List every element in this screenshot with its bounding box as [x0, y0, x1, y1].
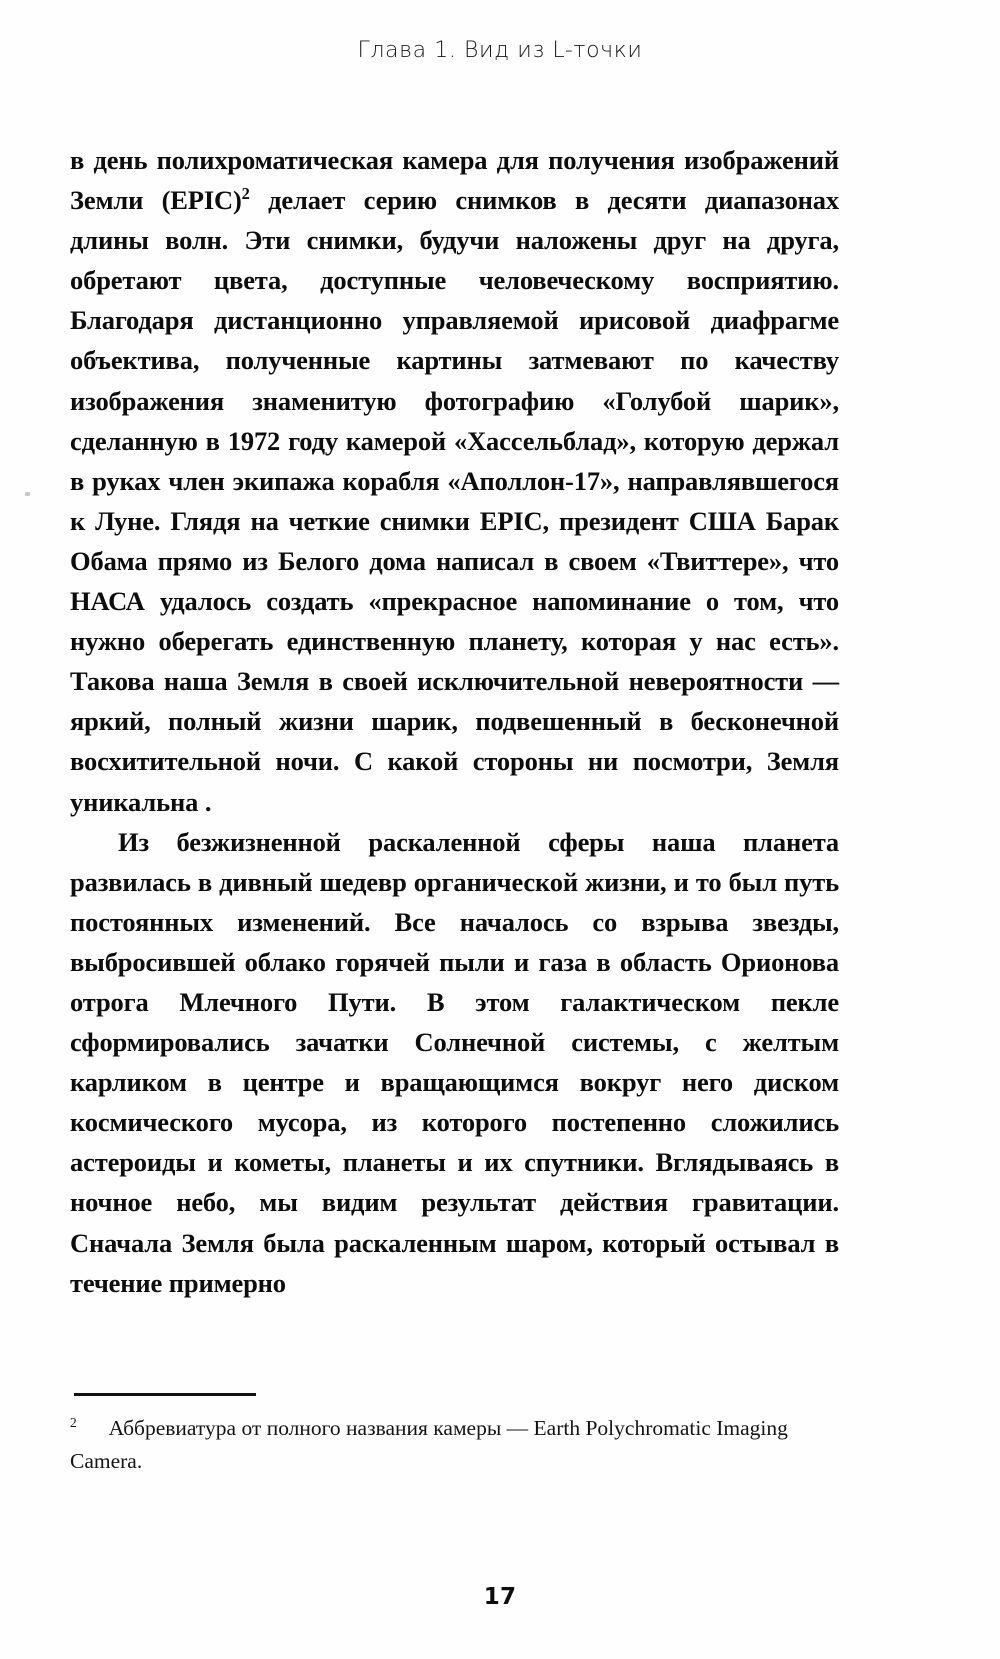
running-header: Глава 1. Вид из L-точки	[357, 38, 643, 63]
footnote-reference-2[interactable]: 2	[241, 184, 250, 204]
page-number: 17	[483, 1584, 517, 1610]
footnote-area	[70, 1393, 839, 1478]
body-text-block	[70, 140, 839, 1303]
scan-artifact-speck	[25, 492, 30, 496]
footnote-entry	[70, 1412, 839, 1478]
paragraph-2-text: Из безжизненной раскаленной сферы наша планета развилась в дивный шедевр органической жизни, и то был путь постоянных изменений. Все началось со взрыва звезды, выбросившей облако горячей пыли и газа в область Орионова отрога Млечного Пути. В этом галактическом пекле сформировались зачатки Солнечной системы, с желтым карликом в центре и вращающимся вокруг него диском космического мусора, из которого постепенно сложились астероиды и кометы, планеты и их спутники. Вглядываясь в ночное небо, мы видим результат действия гравитации. Сначала Земля была раскаленным шаром, который остывал в течение примерно	[70, 826, 839, 1298]
footnote-text: Аббревиатура от полного названия камеры — Earth Polychromatic Imaging Camera.	[70, 1416, 788, 1473]
paragraph-1-text-before-superscript: в день полихроматическая камера для получения изображений Земли (EPIC)	[70, 145, 839, 216]
paragraph-2	[70, 822, 839, 1303]
paragraph-1-text-after-superscript: делает серию снимков в десяти диапазонах длины волн. Эти снимки, будучи наложены друг на друга, обретают цвета, доступные человеческому восприятию. Благодаря дистанционно управляемой ирисовой диафрагме объектива, полученные картины затмевают по качеству изображения знаменитую фотографию «Голубой шарик», сделанную в 1972 году камерой «Хассельблад», которую держал в руках член экипажа корабля «Аполлон-17», направлявшегося к Луне. Глядя на четкие снимки EPIC, президент США Барак Обама прямо из Белого дома написал в своем «Твиттере», что НАСА удалось создать «прекрасное напоминание о том, что нужно оберегать единственную планету, которая у нас есть». Такова наша Земля в своей исключительной невероятности — яркий, полный жизни шарик, подвешенный в бесконечной восхитительной ночи. С какой стороны ни посмотри, Земля уникальна .	[70, 185, 839, 817]
footnote-marker: 2	[70, 1414, 77, 1430]
footnote-separator-rule	[74, 1393, 256, 1396]
paragraph-1	[70, 140, 839, 822]
